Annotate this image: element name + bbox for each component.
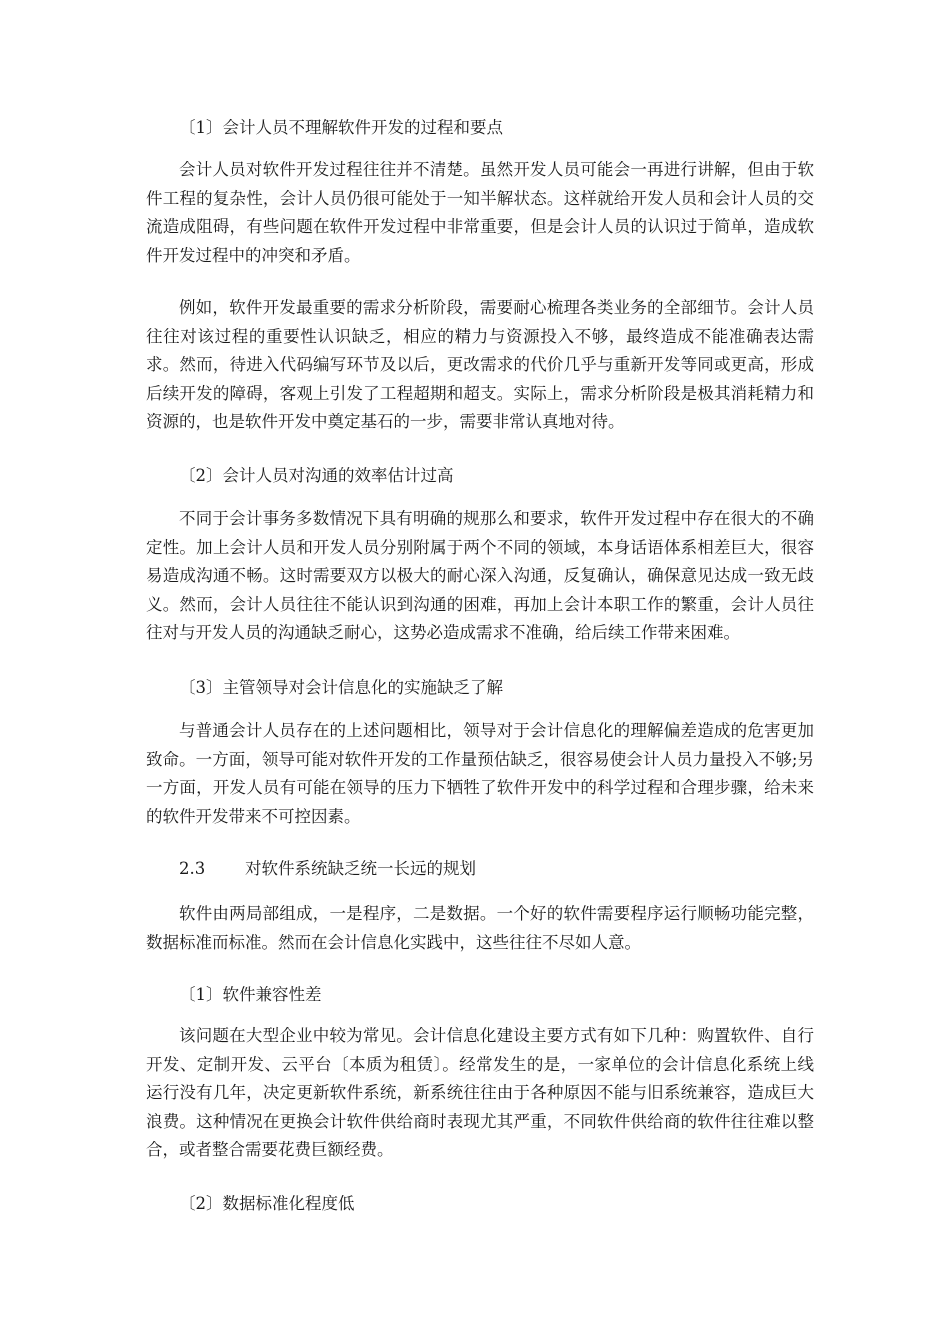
paragraph-5: 软件由两局部组成，一是程序，二是数据。一个好的软件需要程序运行顺畅功能完整，数据标准而标准。然而在会计信息化实践中，这些往往不尽如人意。: [146, 904, 814, 952]
subheading-5: 〔2〕数据标准化程度低: [179, 1194, 355, 1213]
subheading-4: 〔1〕软件兼容性差: [179, 985, 322, 1004]
subheading-3: 〔3〕主管领导对会计信息化的实施缺乏了解: [179, 678, 503, 697]
section-title: 对软件系统缺乏统一长远的规划: [245, 859, 476, 878]
paragraph-4: 与普通会计人员存在的上述问题相比，领导对于会计信息化的理解偏差造成的危害更加致命。一方面，领导可能对软件开发的工作量预估缺乏，很容易使会计人员力量投入不够;另一方面，开发人员有可能在领导的压力下牺牲了软件开发中的科学过程和合理步骤，给未来的软件开发带来不可控因素。: [146, 721, 814, 826]
section-number: 2.3: [179, 859, 206, 878]
paragraph-6: 该问题在大型企业中较为常见。会计信息化建设主要方式有如下几种：购置软件、自行开发、定制开发、云平台〔本质为租赁〕。经常发生的是，一家单位的会计信息化系统上线运行没有几年，决定更新软件系统，新系统往往由于各种原因不能与旧系统兼容，造成巨大浪费。这种情况在更换会计软件供给商时表现尤其严重，不同软件供给商的软件往往难以整合，或者整合需要花费巨额经费。: [146, 1026, 814, 1160]
paragraph-3: 不同于会计事务多数情况下具有明确的规那么和要求，软件开发过程中存在很大的不确定性。加上会计人员和开发人员分别附属于两个不同的领域，本身话语体系相差巨大，很容易造成沟通不畅。这时需要双方以极大的耐心深入沟通，反复确认，确保意见达成一致无歧义。然而，会计人员往往不能认识到沟通的困难，再加上会计本职工作的繁重，会计人员往往对与开发人员的沟通缺乏耐心，这势必造成需求不准确，给后续工作带来困难。: [146, 509, 814, 643]
paragraph-1: 会计人员对软件开发过程往往并不清楚。虽然开发人员可能会一再进行讲解，但由于软件工程的复杂性，会计人员仍很可能处于一知半解状态。这样就给开发人员和会计人员的交流造成阻碍，有些问题在软件开发过程中非常重要，但是会计人员的认识过于简单，造成软件开发过程中的冲突和矛盾。: [146, 160, 814, 265]
subheading-2: 〔2〕会计人员对沟通的效率估计过高: [179, 466, 454, 485]
section-heading-2-3: [179, 856, 839, 882]
subheading-1: 〔1〕会计人员不理解软件开发的过程和要点: [179, 118, 503, 137]
paragraph-2: 例如，软件开发最重要的需求分析阶段，需要耐心梳理各类业务的全部细节。会计人员往往对该过程的重要性认识缺乏，相应的精力与资源投入不够，最终造成不能准确表达需求。然而，待进入代码编写环节及以后，更改需求的代价几乎与重新开发等同或更高，形成后续开发的障碍，客观上引发了工程超期和超支。实际上，需求分析阶段是极其消耗精力和资源的，也是软件开发中奠定基石的一步，需要非常认真地对待。: [146, 298, 814, 432]
